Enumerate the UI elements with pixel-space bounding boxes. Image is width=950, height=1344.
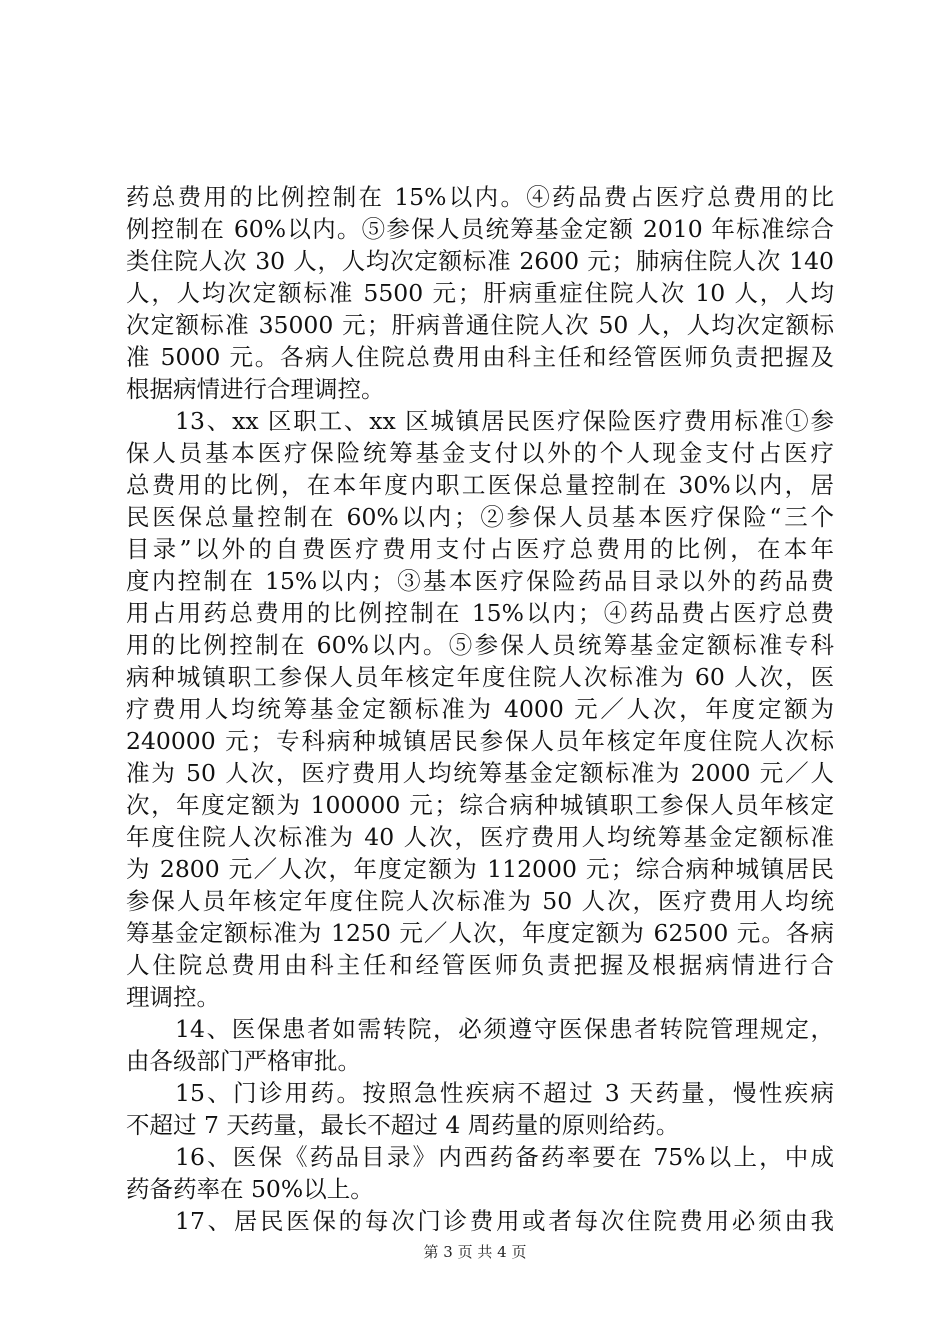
text-line: 用的比例控制在 60%以内。⑤参保人员统筹基金定额标准专科 [126,631,834,659]
text-line: 为 2800 元／人次，年度定额为 112000 元；综合病种城镇居民 [126,855,834,883]
text-line: 年度住院人次标准为 40 人次，医疗费用人均统筹基金定额标准 [126,823,834,851]
text-line: 保人员基本医疗保险统筹基金支付以外的个人现金支付占医疗 [126,439,834,467]
text-line: 病种城镇职工参保人员年核定年度住院人次标准为 60 人次，医 [126,663,834,691]
text-line: 人住院总费用由科主任和经管医师负责把握及根据病情进行合 [126,951,834,979]
text-line: 16、医保《药品目录》内西药备药率要在 75%以上，中成 [175,1143,834,1171]
text-line: 240000 元；专科病种城镇居民参保人员年核定年度住院人次标 [126,727,834,755]
text-line: 15、门诊用药。按照急性疾病不超过 3 天药量，慢性疾病 [175,1079,834,1107]
text-line: 度内控制在 15%以内；③基本医疗保险药品目录以外的药品费 [126,567,834,595]
text-line: 民医保总量控制在 60%以内；②参保人员基本医疗保险“三个 [126,503,834,531]
text-line: 例控制在 60%以内。⑤参保人员统筹基金定额 2010 年标准综合 [126,215,834,243]
text-line: 次，年度定额为 100000 元；综合病种城镇职工参保人员年核定 [126,791,834,819]
text-line: 不超过 7 天药量，最长不超过 4 周药量的原则给药。 [126,1111,680,1139]
text-line: 13、xx 区职工、xx 区城镇居民医疗保险医疗费用标准①参 [175,407,834,435]
text-line: 次定额标准 35000 元；肝病普通住院人次 50 人，人均次定额标 [126,311,834,339]
text-line: 人，人均次定额标准 5500 元；肝病重症住院人次 10 人，人均 [126,279,834,307]
text-line: 17、居民医保的每次门诊费用或者每次住院费用必须由我 [175,1207,834,1235]
text-line: 药总费用的比例控制在 15%以内。④药品费占医疗总费用的比 [126,183,834,211]
text-line: 总费用的比例，在本年度内职工医保总量控制在 30%以内，居 [126,471,834,499]
text-line: 参保人员年核定年度住院人次标准为 50 人次，医疗费用人均统 [126,887,834,915]
text-line: 14、医保患者如需转院，必须遵守医保患者转院管理规定， [175,1015,834,1043]
text-line: 用占用药总费用的比例控制在 15%以内；④药品费占医疗总费 [126,599,834,627]
text-line: 由各级部门严格审批。 [126,1047,361,1075]
text-line: 准为 50 人次，医疗费用人均统筹基金定额标准为 2000 元／人 [126,759,834,787]
page-number: 第 3 页 共 4 页 [423,1243,527,1261]
text-line: 药备药率在 50%以上。 [126,1175,374,1203]
text-line: 目录”以外的自费医疗费用支付占医疗总费用的比例，在本年 [126,535,834,563]
text-line: 类住院人次 30 人，人均次定额标准 2600 元；肺病住院人次 140 [126,247,834,275]
text-line: 筹基金定额标准为 1250 元／人次，年度定额为 62500 元。各病 [126,919,834,947]
text-line: 疗费用人均统筹基金定额标准为 4000 元／人次，年度定额为 [126,695,834,723]
text-line: 理调控。 [126,983,220,1011]
text-line: 根据病情进行合理调控。 [126,375,385,403]
text-line: 准 5000 元。各病人住院总费用由科主任和经管医师负责把握及 [126,343,834,371]
